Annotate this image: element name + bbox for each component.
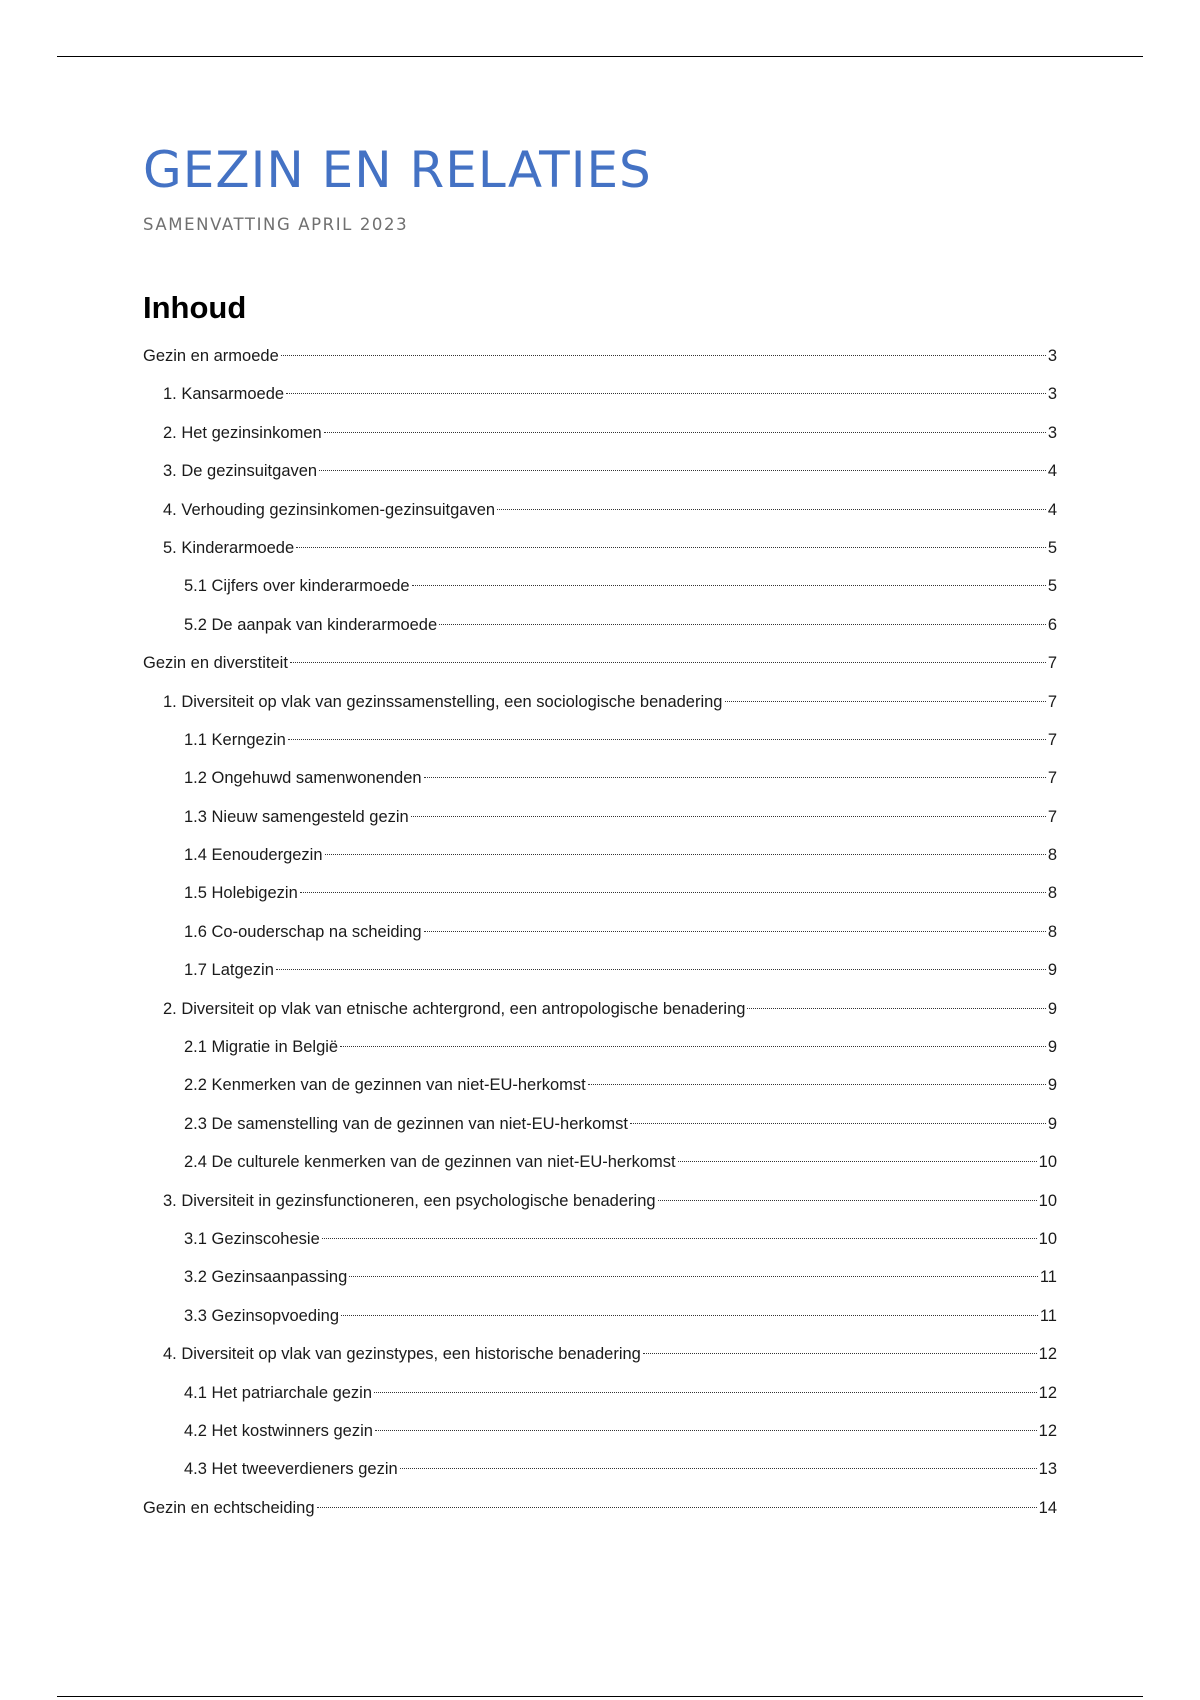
toc-entry-title: 5.1 Cijfers over kinderarmoede [184, 577, 410, 596]
toc-page-number: 8 [1047, 884, 1057, 903]
toc-entry-title: 2.1 Migratie in België [184, 1038, 339, 1057]
toc-dot-leader [424, 931, 1046, 932]
toc-page-number: 13 [1038, 1460, 1057, 1479]
toc-entry-title: 1.7 Latgezin [184, 961, 274, 980]
toc-entry[interactable] [143, 1489, 1057, 1527]
toc-entry[interactable] [143, 913, 1057, 951]
toc-heading: Inhoud [143, 290, 247, 325]
toc-entry-title: 1. Kansarmoede [163, 385, 285, 404]
toc-page-number: 9 [1047, 999, 1057, 1018]
toc-dot-leader [281, 355, 1046, 356]
toc-page-number: 10 [1038, 1191, 1057, 1210]
toc-page-number: 9 [1047, 1076, 1057, 1095]
toc-entry-title: 4.2 Het kostwinners gezin [184, 1421, 373, 1440]
toc-dot-leader [588, 1084, 1046, 1085]
toc-dot-leader [276, 969, 1046, 970]
toc-dot-leader [286, 393, 1046, 394]
toc-page-number: 5 [1047, 577, 1057, 596]
toc-entry-title: 4.3 Het tweeverdieners gezin [184, 1460, 398, 1479]
toc-entry[interactable] [143, 1335, 1057, 1373]
toc-entry-title: Gezin en armoede [143, 347, 279, 365]
toc-page-number: 7 [1047, 692, 1057, 711]
toc-entry-title: 3.3 Gezinsopvoeding [184, 1306, 340, 1325]
toc-page-number: 11 [1039, 1268, 1057, 1287]
toc-entry[interactable] [143, 1066, 1057, 1104]
toc-entry-title: 4. Diversiteit op vlak van gezinstypes, een historische benadering [163, 1345, 641, 1364]
toc-entry-title: 3.2 Gezinsaanpassing [184, 1268, 348, 1287]
toc-page-number: 12 [1038, 1345, 1057, 1364]
toc-entry[interactable] [143, 606, 1057, 644]
toc-entry-title: 1.6 Co-ouderschap na scheiding [184, 922, 422, 941]
toc-entry[interactable] [143, 644, 1057, 682]
toc-entry-title: 3. Diversiteit in gezinsfunctioneren, een psychologische benadering [163, 1191, 656, 1210]
toc-entry[interactable] [143, 874, 1057, 912]
toc-page-number: 14 [1038, 1498, 1057, 1517]
toc-dot-leader [290, 662, 1046, 663]
toc-dot-leader [643, 1353, 1037, 1354]
toc-dot-leader [300, 892, 1046, 893]
toc-page-number: 10 [1038, 1229, 1057, 1248]
toc-entry[interactable] [143, 337, 1057, 375]
toc-entry-title: 2. Diversiteit op vlak van etnische achtergrond, een antropologische benadering [163, 999, 746, 1018]
toc-dot-leader [411, 816, 1046, 817]
toc-dot-leader [725, 701, 1046, 702]
toc-entry[interactable] [143, 1105, 1057, 1143]
toc-entry[interactable] [143, 990, 1057, 1028]
toc-entry-title: 1.1 Kerngezin [184, 730, 286, 749]
toc-entry-title: 2.4 De culturele kenmerken van de gezinnen van niet-EU-herkomst [184, 1153, 676, 1172]
toc-entry[interactable] [143, 452, 1057, 490]
toc-page-number: 3 [1047, 347, 1057, 365]
toc-page-number: 7 [1047, 730, 1057, 749]
toc-page-number: 7 [1047, 654, 1057, 673]
toc-page-number: 9 [1047, 1114, 1057, 1133]
toc-dot-leader [341, 1315, 1038, 1316]
toc-entry-title: 1.3 Nieuw samengesteld gezin [184, 807, 409, 826]
toc-entry[interactable] [143, 951, 1057, 989]
toc-entry[interactable] [143, 721, 1057, 759]
toc-page-number: 11 [1039, 1306, 1057, 1325]
toc-entry[interactable] [143, 798, 1057, 836]
toc-page-number: 7 [1047, 807, 1057, 826]
toc-entry[interactable] [143, 759, 1057, 797]
toc-dot-leader [375, 1430, 1037, 1431]
toc-page-number: 12 [1038, 1383, 1057, 1402]
toc-dot-leader [497, 509, 1046, 510]
toc-page-number: 6 [1047, 615, 1057, 634]
document-subtitle: SAMENVATTING APRIL 2023 [143, 215, 409, 234]
toc-entry[interactable] [143, 836, 1057, 874]
document-title: GEZIN EN RELATIES [143, 141, 652, 199]
toc-entry[interactable] [143, 1258, 1057, 1296]
toc-entry-title: 2.3 De samenstelling van de gezinnen van niet-EU-herkomst [184, 1114, 628, 1133]
toc-dot-leader [439, 624, 1046, 625]
toc-entry[interactable] [143, 1028, 1057, 1066]
toc-dot-leader [322, 1238, 1037, 1239]
toc-page-number: 9 [1047, 961, 1057, 980]
toc-page-number: 9 [1047, 1038, 1057, 1057]
toc-entry-title: 4.1 Het patriarchale gezin [184, 1383, 373, 1402]
toc-page-number: 8 [1047, 922, 1057, 941]
toc-entry-title: Gezin en diverstiteit [143, 654, 288, 673]
toc-entry[interactable] [143, 414, 1057, 452]
toc-dot-leader [658, 1200, 1037, 1201]
toc-page-number: 7 [1047, 769, 1057, 788]
toc-dot-leader [349, 1276, 1038, 1277]
table-of-contents [143, 337, 1057, 1527]
toc-page-number: 4 [1047, 462, 1057, 481]
toc-entry-title: 1.5 Holebigezin [184, 884, 298, 903]
toc-page-number: 4 [1047, 500, 1057, 519]
toc-entry[interactable] [143, 1297, 1057, 1335]
toc-entry-title: 1.2 Ongehuwd samenwonenden [184, 769, 422, 788]
toc-entry-title: 2. Het gezinsinkomen [163, 423, 322, 442]
toc-dot-leader [424, 777, 1046, 778]
toc-dot-leader [325, 854, 1046, 855]
toc-dot-leader [678, 1161, 1037, 1162]
header-rule [57, 56, 1143, 57]
toc-entry[interactable] [143, 1220, 1057, 1258]
toc-entry-title: 5. Kinderarmoede [163, 538, 295, 557]
toc-entry-title: 3. De gezinsuitgaven [163, 462, 318, 481]
toc-page-number: 12 [1038, 1421, 1057, 1440]
toc-entry[interactable] [143, 375, 1057, 413]
toc-dot-leader [412, 585, 1046, 586]
toc-entry[interactable] [143, 529, 1057, 567]
toc-dot-leader [400, 1468, 1037, 1469]
toc-dot-leader [340, 1046, 1046, 1047]
toc-page-number: 8 [1047, 846, 1057, 865]
toc-dot-leader [288, 739, 1046, 740]
toc-entry[interactable] [143, 1374, 1057, 1412]
toc-page-number: 10 [1038, 1153, 1057, 1172]
toc-page-number: 5 [1047, 538, 1057, 557]
toc-entry-title: 2.2 Kenmerken van de gezinnen van niet-EU-herkomst [184, 1076, 586, 1095]
footer-rule [57, 1696, 1143, 1697]
toc-dot-leader [296, 547, 1046, 548]
toc-entry-title: 1.4 Eenoudergezin [184, 846, 323, 865]
toc-entry-title: 3.1 Gezinscohesie [184, 1229, 320, 1248]
toc-entry-title: Gezin en echtscheiding [143, 1498, 315, 1517]
toc-entry-title: 1. Diversiteit op vlak van gezinssamenstelling, een sociologische benadering [163, 692, 723, 711]
toc-dot-leader [630, 1123, 1046, 1124]
toc-entry-title: 4. Verhouding gezinsinkomen-gezinsuitgaven [163, 500, 496, 519]
toc-entry[interactable] [143, 567, 1057, 605]
toc-entry[interactable] [143, 1143, 1057, 1181]
toc-entry[interactable] [143, 1182, 1057, 1220]
toc-entry[interactable] [143, 683, 1057, 721]
toc-dot-leader [374, 1392, 1037, 1393]
toc-entry[interactable] [143, 1450, 1057, 1488]
toc-page-number: 3 [1047, 423, 1057, 442]
toc-entry[interactable] [143, 491, 1057, 529]
toc-dot-leader [324, 432, 1046, 433]
toc-entry-title: 5.2 De aanpak van kinderarmoede [184, 615, 438, 634]
toc-dot-leader [747, 1008, 1045, 1009]
toc-page-number: 3 [1047, 385, 1057, 404]
toc-dot-leader [317, 1507, 1037, 1508]
toc-entry[interactable] [143, 1412, 1057, 1450]
toc-dot-leader [319, 470, 1046, 471]
